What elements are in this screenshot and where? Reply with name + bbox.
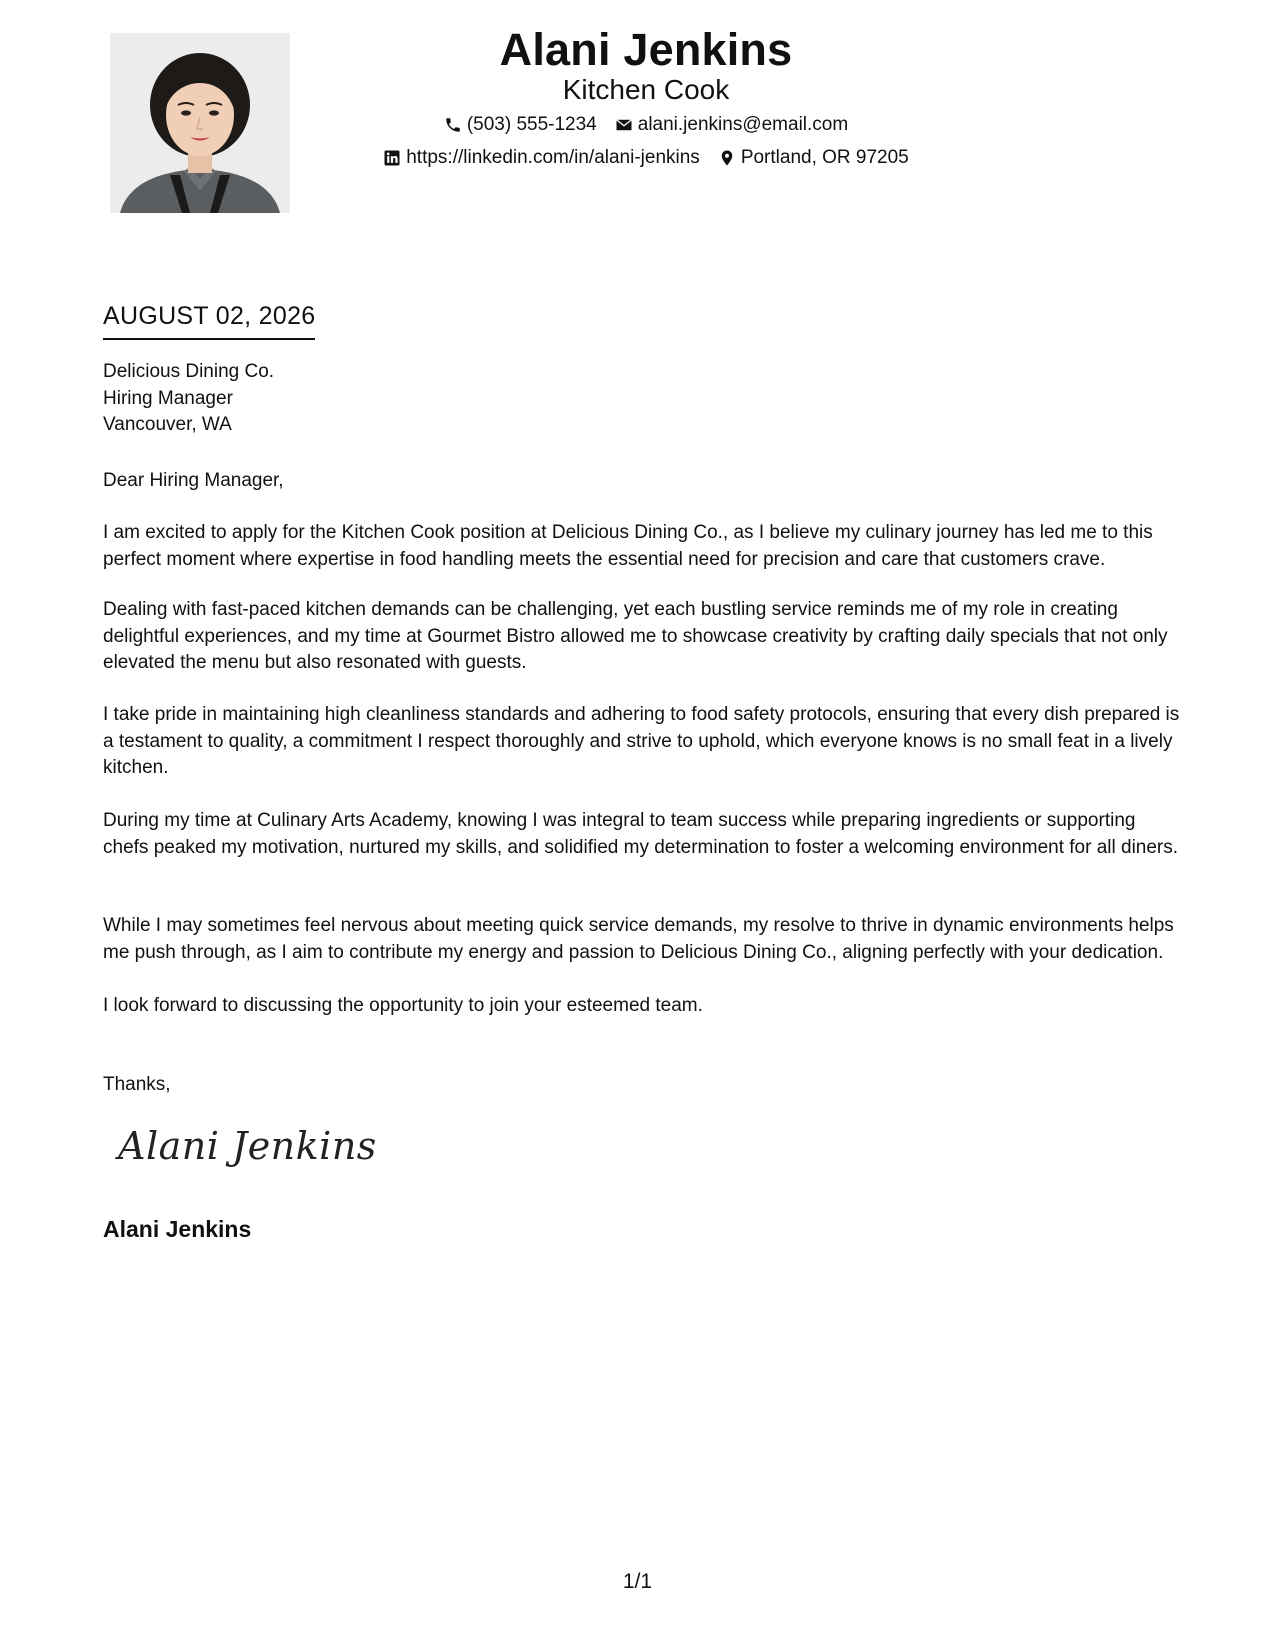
body-paragraph: I take pride in maintaining high cleanliness standards and adhering to food safety protocols, ensuring that every dish prepared is a testament to quality, a commitment I respect thoroughly and strive to uphold, which everyone knows is no small feat in a lively kitchen. xyxy=(103,704,1180,778)
phone-number: (503) 555-1234 xyxy=(466,114,597,135)
body-paragraph: During my time at Culinary Arts Academy, knowing I was integral to team success while preparing ingredients or supporting chefs peaked my motivation, nurtured my skills, and solidified my determination to foster a welcoming environment for all diners. xyxy=(103,810,1179,858)
email-address: alani.jenkins@email.com xyxy=(637,114,849,135)
location-text: Portland, OR 97205 xyxy=(740,147,909,168)
linkedin-icon xyxy=(383,149,401,167)
body-paragraph: While I may sometimes feel nervous about meeting quick service demands, my resolve to thrive in dynamic environments helps me push through, as I aim to contribute my energy and passion to Delicious Dining Co., aligning perfectly with your dedication. xyxy=(103,915,1174,963)
profile-photo-image xyxy=(110,33,290,213)
page-number: 1/1 xyxy=(622,1570,653,1593)
job-title: Kitchen Cook xyxy=(562,74,730,105)
applicant-name: Alani Jenkins xyxy=(499,24,793,75)
body-paragraph: I am excited to apply for the Kitchen Cook position at Delicious Dining Co., as I believe my culinary journey has led me to this perfect moment where expertise in food handling meets the essential need for precision and care that customers crave. xyxy=(103,522,1153,570)
recipient-company: Delicious Dining Co. xyxy=(103,361,275,382)
contact-linkedin xyxy=(383,145,700,171)
contact-phone xyxy=(444,112,597,138)
signer-name: Alani Jenkins xyxy=(103,1216,252,1242)
recipient-location: Vancouver, WA xyxy=(103,414,232,435)
phone-icon xyxy=(444,116,462,134)
letter-date: AUGUST 02, 2026 xyxy=(103,300,315,340)
linkedin-url: https://linkedin.com/in/alani-jenkins xyxy=(406,147,700,168)
closing: Thanks, xyxy=(103,1074,171,1095)
body-paragraph: I look forward to discussing the opportunity to join your esteemed team. xyxy=(103,995,703,1016)
salutation: Dear Hiring Manager, xyxy=(103,470,284,491)
recipient-contact: Hiring Manager xyxy=(103,387,233,409)
handwritten-signature: Alani Jenkins xyxy=(118,1124,377,1168)
body-paragraph: Dealing with fast-paced kitchen demands can be challenging, yet each bustling service reminds me of my role in creating delightful experiences, and my time at Gourmet Bistro allowed me to showcase creativity by crafting daily specials that not only elevated the menu but also resonated with guests. xyxy=(103,599,1168,673)
profile-photo xyxy=(110,33,290,213)
recipient-block xyxy=(103,359,274,439)
envelope-icon xyxy=(615,116,633,134)
contact-row-primary xyxy=(300,112,992,138)
contact-location xyxy=(718,145,909,171)
contact-email xyxy=(615,112,848,138)
map-pin-icon xyxy=(718,149,736,167)
contact-row-secondary xyxy=(300,145,992,171)
